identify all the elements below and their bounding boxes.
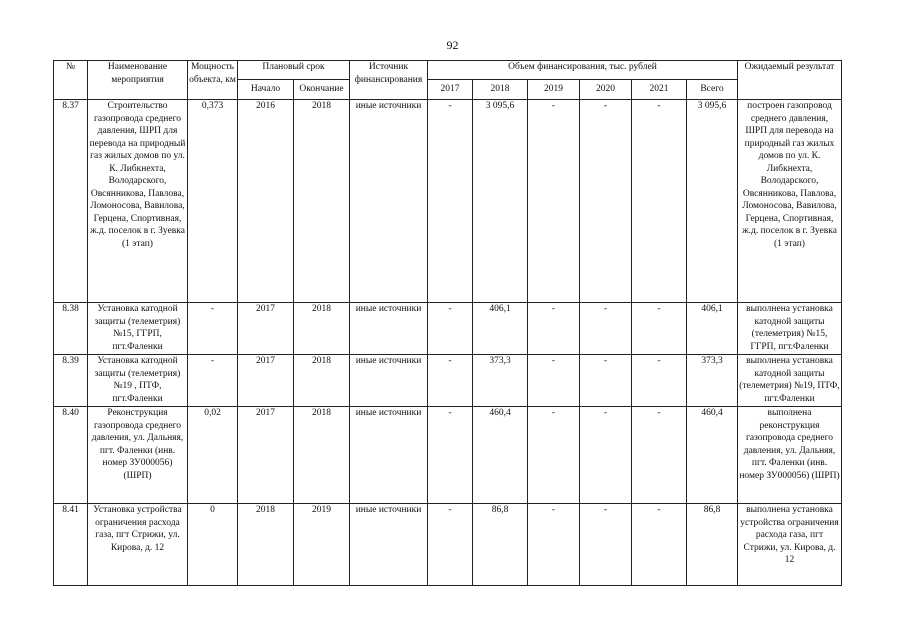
row-value: -: [428, 100, 473, 303]
header-volume: Объем финансирования, тыс. рублей: [428, 61, 738, 80]
row-capacity: 0: [188, 504, 238, 586]
row-start: 2018: [238, 504, 294, 586]
row-value: -: [632, 504, 687, 586]
table-row: [54, 355, 842, 407]
row-value: -: [580, 100, 632, 303]
row-end: 2018: [294, 303, 350, 355]
row-start: 2016: [238, 100, 294, 303]
row-num: 8.39: [54, 355, 88, 407]
row-capacity: 0,02: [188, 407, 238, 504]
row-result: выполнена реконструкция газопровода среднего давления, ул. Дальняя, пгт. Фаленки (инв. номер ЗУ000056) (ШРП): [738, 407, 842, 504]
row-end: 2018: [294, 355, 350, 407]
row-end: 2019: [294, 504, 350, 586]
row-result: выполнена установка катодной защиты (телеметрия) №19, ПТФ, пгт.Фаленки: [738, 355, 842, 407]
header-year: 2017: [428, 80, 473, 100]
row-result: выполнена установка катодной защиты (телеметрия) №15, ГГРП, пгт.Фаленки: [738, 303, 842, 355]
row-total: 460,4: [687, 407, 738, 504]
table-row: [54, 100, 842, 303]
table-row: [54, 504, 842, 586]
header-year: 2020: [580, 80, 632, 100]
row-capacity: -: [188, 303, 238, 355]
row-source: иные источники: [350, 303, 428, 355]
row-value: -: [428, 355, 473, 407]
row-end: 2018: [294, 407, 350, 504]
row-start: 2017: [238, 303, 294, 355]
header-period: Плановый срок: [238, 61, 350, 80]
row-capacity: 0,373: [188, 100, 238, 303]
header-total: Всего: [687, 80, 738, 100]
row-name: Реконструкция газопровода среднего давления, ул. Дальняя, пгт. Фаленки (инв. номер ЗУ000056) (ШРП): [88, 407, 188, 504]
row-name: Строительство газопровода среднего давления, ШРП для перевода на природный газ жилых домов по ул. К. Либкнехта, Володарского, Овсянникова, Павлова, Ломоносова, Вавилова, Герцена, Спортивная, ж.д. поселок в г. Зуевка (1 этап): [88, 100, 188, 303]
row-value: -: [632, 303, 687, 355]
row-total: 86,8: [687, 504, 738, 586]
table-row: [54, 303, 842, 355]
row-start: 2017: [238, 407, 294, 504]
row-source: иные источники: [350, 407, 428, 504]
row-total: 3 095,6: [687, 100, 738, 303]
row-result: построен газопровод среднего давления, ШРП для перевода на природный газ жилых домов по ул. К. Либкнехта, Володарского, Овсянникова, Павлова, Ломоносова, Вавилова, Герцена, Спортивная, ж.д. поселок в г. Зуевка (1 этап): [738, 100, 842, 303]
header-name: Наименование мероприятия: [88, 61, 188, 100]
row-source: иные источники: [350, 355, 428, 407]
row-total: 373,3: [687, 355, 738, 407]
row-num: 8.41: [54, 504, 88, 586]
row-name: Установка катодной защиты (телеметрия) №15, ГГРП, пгт.Фаленки: [88, 303, 188, 355]
row-value: -: [528, 100, 580, 303]
row-start: 2017: [238, 355, 294, 407]
header-year: 2019: [528, 80, 580, 100]
financing-table: [53, 60, 842, 586]
row-value: -: [428, 504, 473, 586]
row-result: выполнена установка устройства ограничения расхода газа, пгт Стрижи, ул. Кирова, д. 12: [738, 504, 842, 586]
header-year: 2018: [473, 80, 528, 100]
header-num: №: [54, 61, 88, 100]
row-value: -: [580, 303, 632, 355]
row-value: 460,4: [473, 407, 528, 504]
row-value: -: [528, 504, 580, 586]
row-end: 2018: [294, 100, 350, 303]
header-year: 2021: [632, 80, 687, 100]
row-value: -: [580, 504, 632, 586]
row-num: 8.38: [54, 303, 88, 355]
table-row: [54, 407, 842, 504]
row-value: 406,1: [473, 303, 528, 355]
row-value: 373,3: [473, 355, 528, 407]
row-value: 3 095,6: [473, 100, 528, 303]
row-value: -: [580, 355, 632, 407]
row-value: -: [632, 407, 687, 504]
row-name: Установка устройства ограничения расхода газа, пгт Стрижи, ул. Кирова, д. 12: [88, 504, 188, 586]
row-name: Установка катодной защиты (телеметрия) №19 , ПТФ, пгт.Фаленки: [88, 355, 188, 407]
row-num: 8.40: [54, 407, 88, 504]
row-capacity: -: [188, 355, 238, 407]
row-value: -: [428, 407, 473, 504]
row-total: 406,1: [687, 303, 738, 355]
page-number: 92: [446, 38, 459, 52]
header-result: Ожидаемый результат: [738, 61, 842, 100]
row-value: -: [528, 355, 580, 407]
header-source: Источник финансирования: [350, 61, 428, 100]
header-capacity: Мощность объекта, км: [188, 61, 238, 100]
header-start: Начало: [238, 80, 294, 100]
row-value: -: [632, 355, 687, 407]
row-value: -: [528, 303, 580, 355]
row-value: -: [580, 407, 632, 504]
row-source: иные источники: [350, 100, 428, 303]
row-num: 8.37: [54, 100, 88, 303]
header-end: Окончание: [294, 80, 350, 100]
row-value: -: [528, 407, 580, 504]
row-source: иные источники: [350, 504, 428, 586]
row-value: 86,8: [473, 504, 528, 586]
row-value: -: [428, 303, 473, 355]
row-value: -: [632, 100, 687, 303]
